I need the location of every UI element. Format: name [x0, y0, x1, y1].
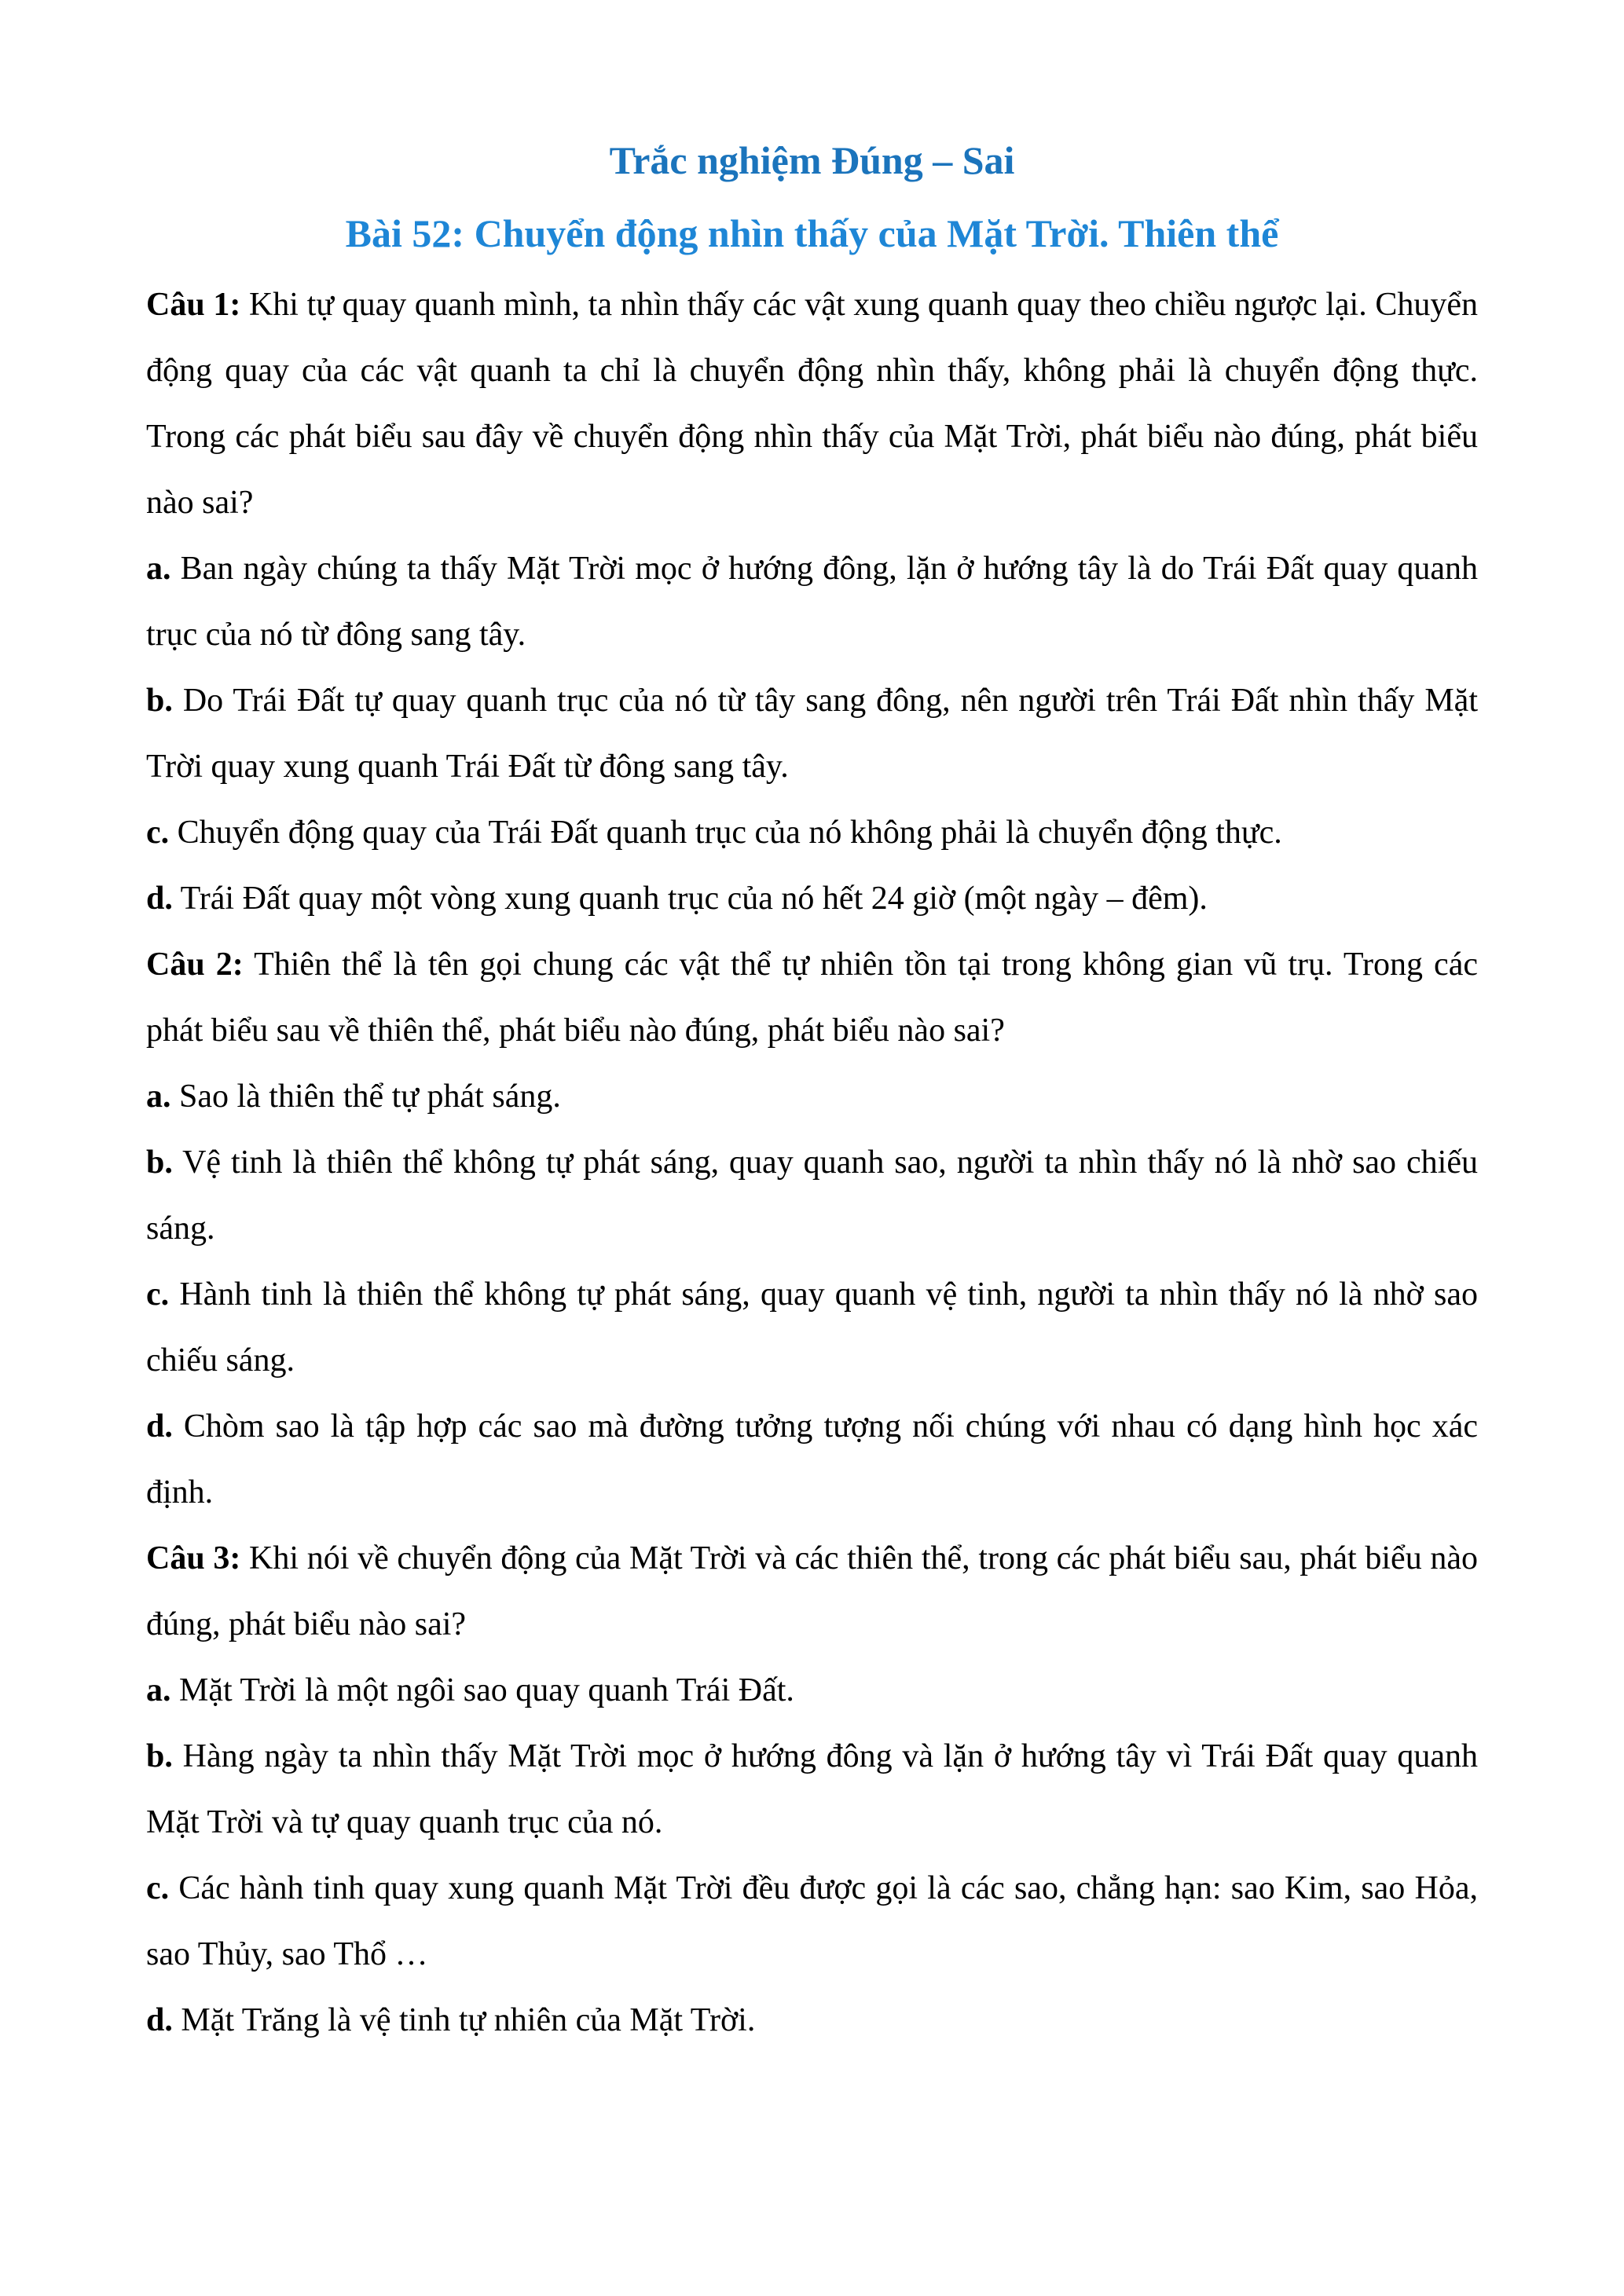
question-1-option-b [146, 668, 1478, 800]
question-2-option-b [146, 1130, 1478, 1262]
question-1-option-d [146, 866, 1478, 932]
question-2-number: Câu 2: [146, 947, 244, 983]
question-3-option-a [146, 1657, 1478, 1723]
option-d-text: Mặt Trăng là vệ tinh tự nhiên của Mặt Trời. [181, 2002, 756, 2038]
option-letter-a: a. [146, 1672, 171, 1708]
option-c-text: Chuyển động quay của Trái Đất quanh trục của nó không phải là chuyển động thực. [177, 815, 1282, 851]
question-3-option-d [146, 1987, 1478, 2053]
option-a-text: Ban ngày chúng ta thấy Mặt Trời mọc ở hướng đông, lặn ở hướng tây là do Trái Đất quay quanh trục của nó từ đông sang tây. [146, 551, 1478, 653]
option-b-text: Do Trái Đất tự quay quanh trục của nó từ tây sang đông, nên người trên Trái Đất nhìn thấy Mặt Trời quay xung quanh Trái Đất từ đông sang tây. [146, 683, 1478, 785]
question-2-option-a [146, 1064, 1478, 1130]
option-c-text: Các hành tinh quay xung quanh Mặt Trời đều được gọi là các sao, chẳng hạn: sao Kim, sao Hỏa, sao Thủy, sao Thổ … [146, 1870, 1479, 1972]
option-c-text: Hành tinh là thiên thể không tự phát sáng, quay quanh vệ tinh, người ta nhìn thấy nó là nhờ sao chiếu sáng. [146, 1276, 1479, 1379]
question-2-option-d [146, 1393, 1478, 1525]
option-letter-c: c. [146, 815, 170, 851]
question-3 [146, 1525, 1478, 1657]
question-1-option-c [146, 800, 1478, 866]
option-letter-b: b. [146, 683, 173, 719]
option-d-text: Trái Đất quay một vòng xung quanh trục của nó hết 24 giờ (một ngày – đêm). [180, 881, 1208, 917]
question-2 [146, 932, 1478, 1064]
question-1-number: Câu 1: [146, 287, 241, 323]
option-letter-a: a. [146, 551, 171, 587]
option-a-text: Sao là thiên thể tự phát sáng. [179, 1078, 561, 1115]
question-3-number: Câu 3: [146, 1540, 241, 1576]
option-letter-b: b. [146, 1738, 173, 1774]
option-letter-a: a. [146, 1078, 171, 1115]
option-letter-d: d. [146, 2002, 173, 2038]
option-b-text: Hàng ngày ta nhìn thấy Mặt Trời mọc ở hướng đông và lặn ở hướng tây vì Trái Đất quay quanh Mặt Trời và tự quay quanh trục của nó. [146, 1738, 1478, 1840]
document-body [146, 272, 1478, 2053]
option-letter-b: b. [146, 1144, 173, 1181]
question-3-option-c [146, 1855, 1478, 1987]
question-3-text: Khi nói về chuyển động của Mặt Trời và các thiên thể, trong các phát biểu sau, phát biểu nào đúng, phát biểu nào sai? [146, 1540, 1479, 1642]
question-1-option-a [146, 536, 1478, 668]
question-3-option-b [146, 1723, 1478, 1855]
question-2-text: Thiên thể là tên gọi chung các vật thể tự nhiên tồn tại trong không gian vũ trụ. Trong các phát biểu sau về thiên thể, phát biểu nào đúng, phát biểu nào sai? [146, 947, 1478, 1049]
lesson-title: Bài 52: Chuyển động nhìn thấy của Mặt Trời. Thiên thể [345, 211, 1279, 255]
option-letter-c: c. [146, 1870, 170, 1906]
option-b-text: Vệ tinh là thiên thể không tự phát sáng, quay quanh sao, người ta nhìn thấy nó là nhờ sao chiếu sáng. [146, 1144, 1478, 1247]
option-letter-d: d. [146, 881, 173, 917]
document-title: Trắc nghiệm Đúng – Sai [609, 138, 1015, 182]
option-a-text: Mặt Trời là một ngôi sao quay quanh Trái Đất. [179, 1672, 794, 1708]
option-letter-d: d. [146, 1408, 173, 1445]
option-d-text: Chòm sao là tập hợp các sao mà đường tưởng tượng nối chúng với nhau có dạng hình học xác định. [146, 1408, 1478, 1511]
question-2-option-c [146, 1262, 1478, 1393]
option-letter-c: c. [146, 1276, 170, 1313]
question-1 [146, 272, 1478, 536]
question-1-text: Khi tự quay quanh mình, ta nhìn thấy các vật xung quanh quay theo chiều ngược lại. Chuyển động quay của các vật quanh ta chỉ là chuyển động nhìn thấy, không phải là chuyển động thực. Trong các phát biểu sau đây về chuyển động nhìn thấy của Mặt Trời, phát biểu nào đúng, phát biểu nào sai? [146, 287, 1479, 521]
